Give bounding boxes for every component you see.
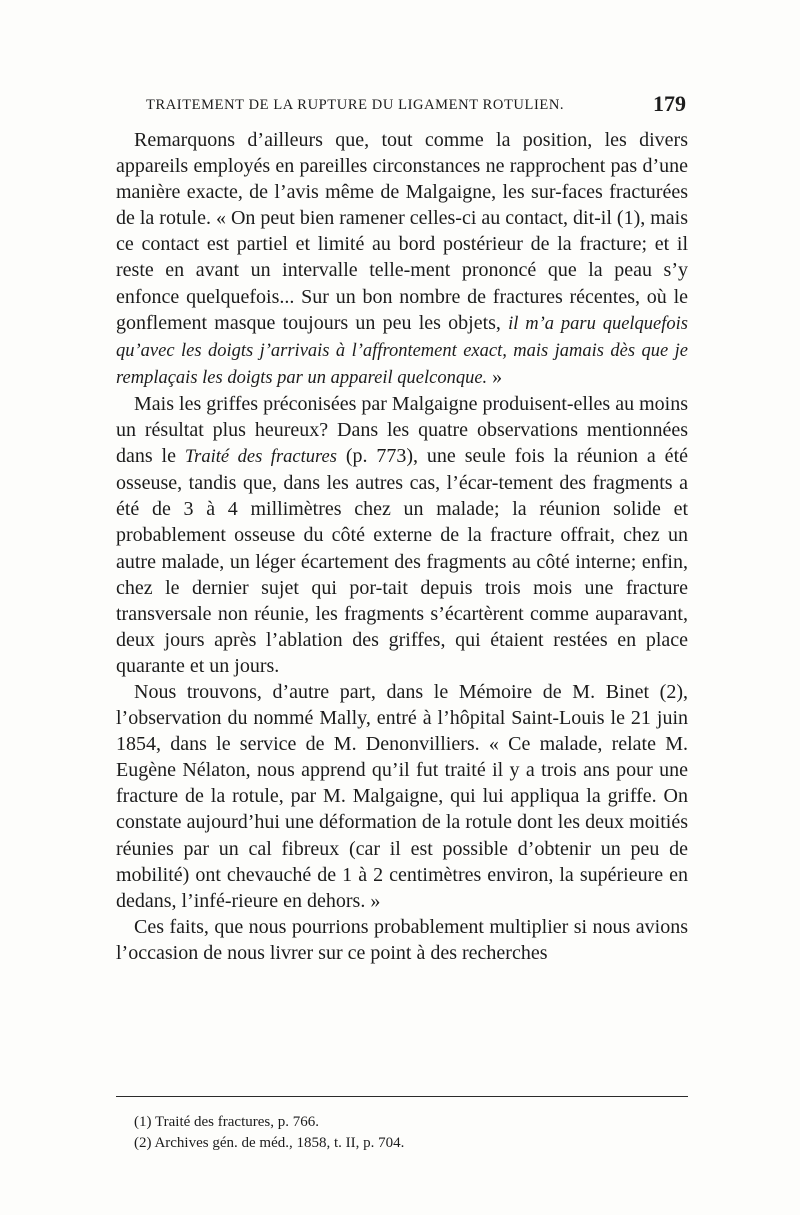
- footnote-2-text: Archives gén. de méd., 1858, t. II, p. 704.: [154, 1135, 405, 1151]
- footnote-1-text: Traité des fractures, p. 766.: [154, 1114, 319, 1130]
- body-text: [116, 127, 688, 966]
- paragraph-2-text: Mais les griffes préconisées par Malgaigne produisent-elles au moins un résultat plus heureux? Dans les quatre observations mentionnées dans le: [116, 392, 688, 468]
- paragraph-2-rest: (p. 773), une seule fois la réunion a été osseuse, tandis que, dans les autres cas, l’écar-tement des fragments a été de 3 à 4 millimètres chez un malade; la réunion solide et probablement osseuse du côté externe de la fracture offrait, chez un autre malade, un léger écartement des fragments au côté interne; enfin, chez le dernier sujet qui por-tait depuis trois mois une fracture transversale non réunie, les fragments s’écartèrent comme auparavant, deux jours après l’ablation des griffes, qui étaient restées en place quarante et un jours.: [116, 445, 688, 677]
- footnote-divider: [116, 1096, 688, 1097]
- running-head: TRAITEMENT DE LA RUPTURE DU LIGAMENT ROTULIEN.: [146, 97, 565, 113]
- footnote-2: [134, 1133, 684, 1154]
- paragraph-1-italic-quote: il m’a paru quelquefois qu’avec les doigts j’arrivais à l’affrontement exact, mais jamais dès que je remplaçais les doigts par un appareil quelconque.: [116, 313, 688, 388]
- paragraph-2-italic-title: Traité des fractures: [184, 447, 337, 468]
- paragraph-3: Nous trouvons, d’autre part, dans le Mémoire de M. Binet (2), l’observation du nommé Mally, entré à l’hôpital Saint-Louis le 21 juin 1854, dans le service de M. Denonvilliers. « Ce malade, relate M. Eugène Nélaton, nous apprend qu’il fut traité il y a trois ans pour une fracture de la rotule, par M. Malgaigne, qui lui appliqua la griffe. On constate aujourd’hui une déformation de la rotule dont les deux moitiés réunies par un cal fibreux (car il est possible d’obtenir un peu de mobilité) ont chevauché de 1 à 2 centimètres environ, la supérieure en dedans, l’infé-rieure en dehors. »: [116, 680, 688, 912]
- footnote-2-marker: (2): [134, 1135, 152, 1151]
- footnote-1-marker: (1): [134, 1114, 152, 1130]
- paragraph-1-close: »: [487, 365, 503, 388]
- paragraph-1-text: Remarquons d’ailleurs que, tout comme la position, les divers appareils employés en pareilles circonstances ne rapprochent pas d’une manière exacte, de l’avis même de Malgaigne, les sur-faces fracturées de la rotule. « On peut bien ramener celles-ci au contact, dit-il (1), mais ce contact est partiel et limité au bord postérieur de la fracture; et il reste en avant un intervalle telle-ment prononcé que la peau s’y enfonce quelquefois... Sur un bon nombre de fractures récentes, où le gonflement masque toujours un peu les objets,: [116, 129, 689, 334]
- paragraph-2: [116, 391, 688, 679]
- page-header: [146, 91, 686, 119]
- paragraph-4: Ces faits, que nous pourrions probablement multiplier si nous avions l’occasion de nous livrer sur ce point à des recherches: [116, 915, 688, 964]
- footnote-1: [134, 1112, 684, 1133]
- page-number: 179: [653, 91, 686, 116]
- footnotes: [134, 1112, 684, 1154]
- paragraph-1: [116, 127, 688, 391]
